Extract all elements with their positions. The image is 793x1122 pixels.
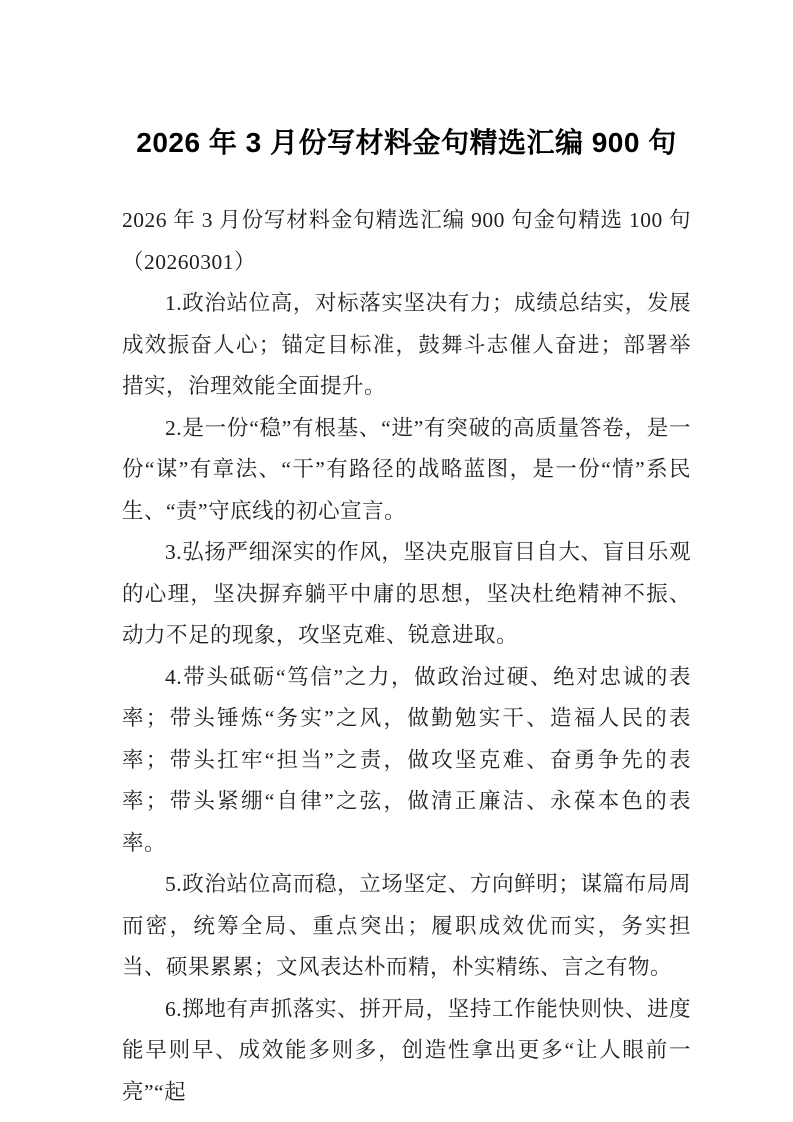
document-title: 2026 年 3 月份写材料金句精选汇编 900 句 [136, 127, 677, 158]
paragraph-item-6-truncated: 6.掷地有声抓落实、拼开局，坚持工作能快则快、进度能早则早、成效能多则多，创造性拿出更多“让人眼前一亮”“起 [122, 996, 691, 1104]
document-body [122, 200, 691, 1113]
paragraph-item-4: 4.带头砥砺“笃信”之力，做政治过硬、绝对忠诚的表率；带头锤炼“务实”之风，做勤勉实干、造福人民的表率；带头扛牢“担当”之责，做攻坚克难、奋勇争先的表率；带头紧绷“自律”之弦，做清正廉洁、永葆本色的表率。 [122, 664, 691, 855]
paragraph-item-1: 1.政治站位高，对标落实坚决有力；成绩总结实，发展成效振奋人心；锚定目标准，鼓舞斗志催人奋进；部署举措实，治理效能全面提升。 [122, 291, 691, 398]
paragraph-intro: 2026 年 3 月份写材料金句精选汇编 900 句金句精选 100 句（20260301） [122, 208, 691, 274]
paragraph-item-2: 2.是一份“稳”有根基、“进”有突破的高质量答卷，是一份“谋”有章法、“干”有路径的战略蓝图，是一份“情”系民生、“责”守底线的初心宣言。 [122, 415, 691, 523]
paragraph-item-3: 3.弘扬严细深实的作风，坚决克服盲目自大、盲目乐观的心理，坚决摒弃躺平中庸的思想，坚决杜绝精神不振、动力不足的现象，攻坚克难、锐意进取。 [122, 540, 691, 647]
paragraph-item-5: 5.政治站位高而稳，立场坚定、方向鲜明；谋篇布局周而密，统筹全局、重点突出；履职成效优而实，务实担当、硕果累累；文风表达朴而精，朴实精练、言之有物。 [122, 872, 691, 979]
